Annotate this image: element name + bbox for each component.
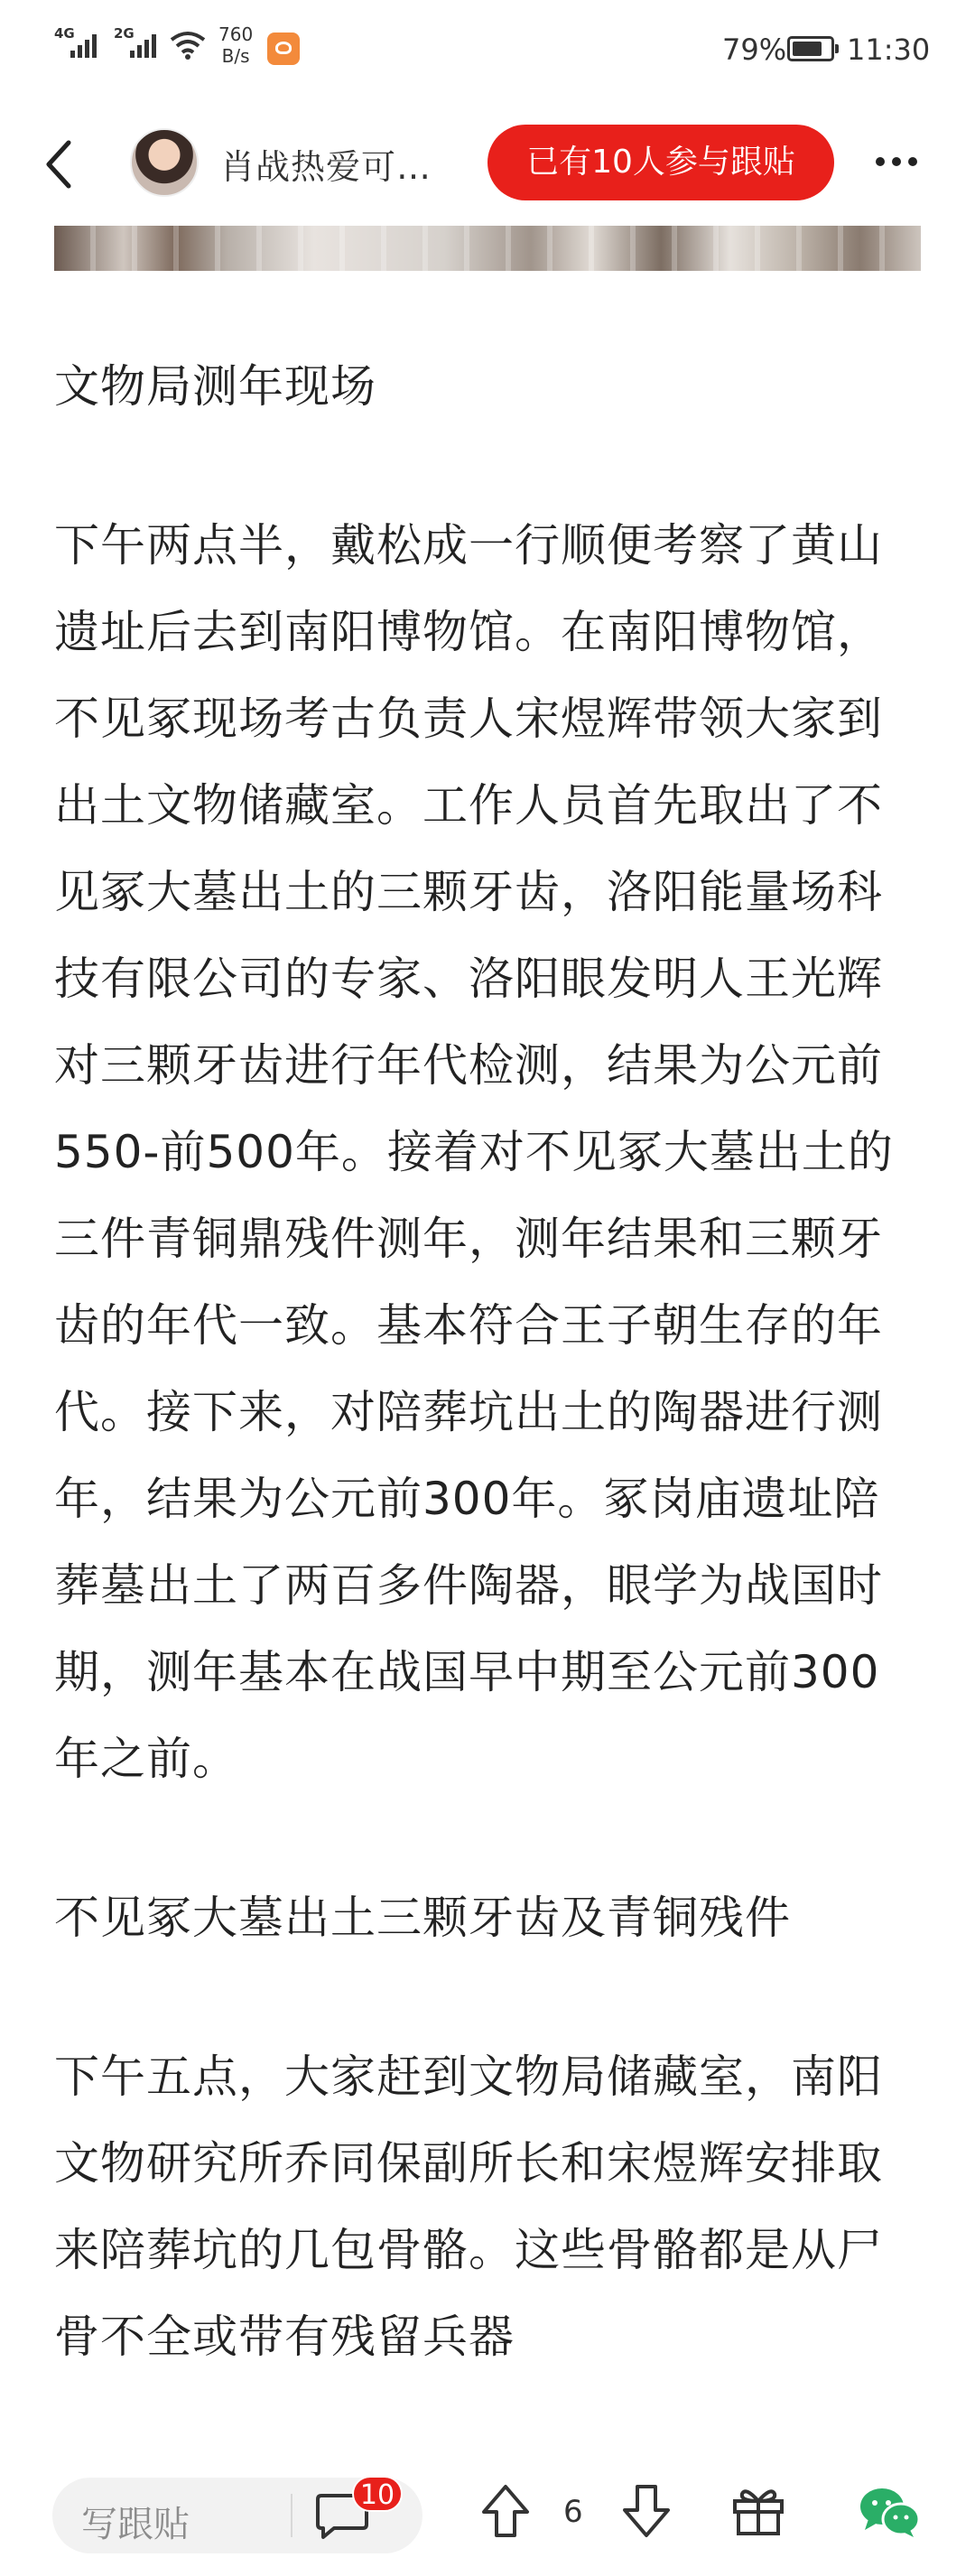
wifi-icon (170, 31, 206, 60)
article-paragraph-1: 下午两点半，戴松成一行顺便考察了黄山遗址后去到南阳博物馆。在南阳博物馆，不见冢现场考古负责人宋煜辉带领大家到出土文物储藏室。工作人员首先取出了不见冢大墓出土的三颗牙齿，洛阳能量场科技有限公司的专家、洛阳眼发明人王光辉对三颗牙齿进行年代检测，结果为公元前550-前500年。接着对不见冢大墓出土的三件青铜鼎残件测年，测年结果和三颗牙齿的年代一致。基本符合王子朝生存的年代。接下来，对陪葬坑出土的陶器进行测年，结果为公元前300年。冢岗庙遗址陪葬墓出土了两百多件陶器，眼学为战国时期，测年基本在战国早中期至公元前300年之前。 (54, 519, 894, 1785)
app-notification-icon (267, 33, 300, 65)
network-type-1: 4G (54, 25, 75, 42)
post-header (0, 99, 975, 226)
network-speed-value: 760 (218, 23, 254, 45)
network-speed (218, 23, 253, 67)
downvote-icon[interactable] (619, 2481, 673, 2541)
status-bar (0, 0, 975, 99)
article-body (54, 343, 921, 2380)
gift-icon[interactable] (729, 2481, 787, 2539)
signal-icon-2 (130, 31, 156, 58)
battery-percentage: 79% (722, 33, 787, 67)
battery-icon (787, 36, 834, 61)
more-options-icon[interactable] (876, 157, 917, 166)
upvote-icon[interactable] (478, 2481, 533, 2541)
reply-placeholder[interactable]: 写跟贴 (81, 2504, 190, 2545)
divider (291, 2494, 292, 2537)
network-speed-unit: B/s (221, 45, 250, 67)
signal-icon-1 (70, 31, 97, 58)
wechat-share-icon[interactable] (858, 2485, 921, 2539)
article-image[interactable] (54, 226, 921, 271)
avatar[interactable] (130, 128, 199, 197)
vote-count: 6 (563, 2494, 583, 2530)
clock: 11:30 (847, 33, 931, 67)
reply-input[interactable] (52, 2478, 422, 2553)
comment-count-badge: 10 (352, 2476, 403, 2512)
back-arrow-icon[interactable] (42, 137, 78, 191)
join-discussion-button[interactable]: 已有10人参与跟贴 (488, 125, 834, 200)
network-type-2: 2G (114, 25, 135, 42)
image-caption-2: 不见冢大墓出土三颗牙齿及青铜残件 (54, 1892, 791, 1944)
article-paragraph-2: 下午五点，大家赶到文物局储藏室，南阳文物研究所乔同保副所长和宋煜辉安排取来陪葬坑的几包骨骼。这些骨骼都是从尸骨不全或带有残留兵器 (54, 2051, 883, 2363)
board-title[interactable]: 肖战热爱可… (220, 147, 432, 187)
bottom-action-bar (0, 2456, 975, 2576)
image-caption-1: 文物局测年现场 (54, 360, 376, 413)
